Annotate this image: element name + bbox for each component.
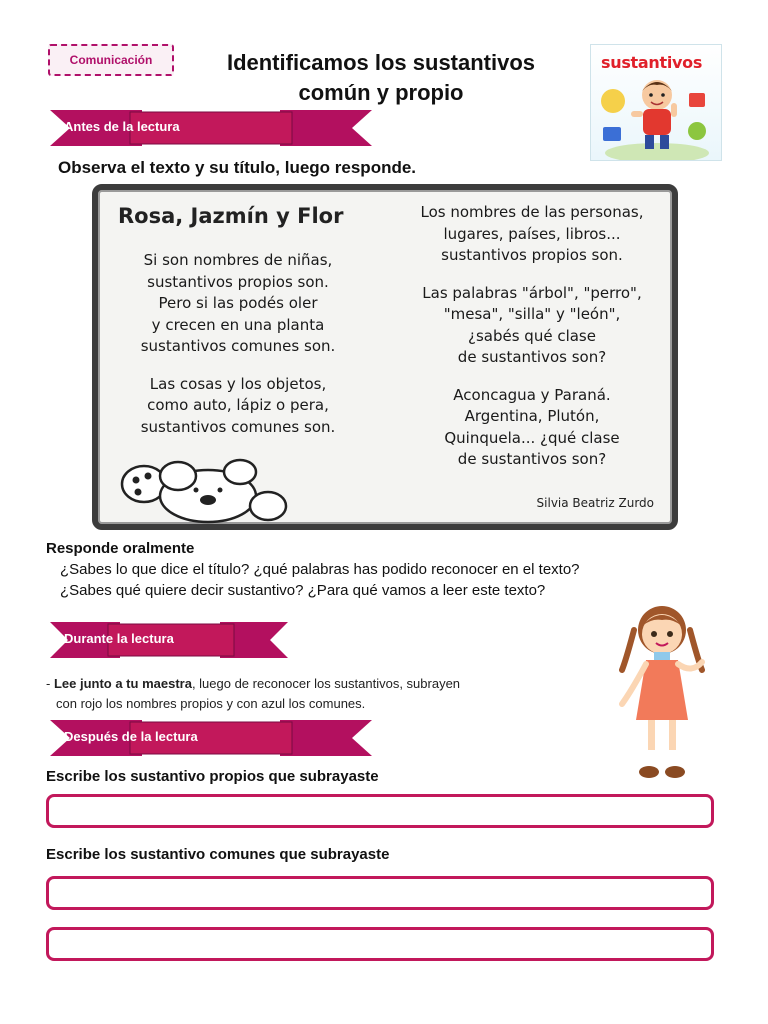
poem-line: Quinquela... ¿qué clase (444, 428, 620, 447)
common-nouns-answer-box-2[interactable] (46, 927, 714, 961)
page-title-line-1: Identificamos los sustantivos (226, 50, 536, 75)
oral-heading: Responde oralmente (46, 540, 195, 557)
poem-line: y crecen en una planta (151, 315, 325, 334)
poem-line: sustantivos propios son. (147, 272, 329, 291)
poem-left-column (118, 250, 358, 454)
poem-stanza (118, 374, 358, 439)
section-during-label: Durante la lectura (64, 631, 174, 646)
poem-line: Pero si las podés oler (158, 294, 318, 312)
poem-line: Aconcagua y Paraná. (453, 385, 611, 404)
proper-nouns-label: Escribe los sustantivo propios que subrayaste (46, 768, 379, 785)
ribbon-durante-la-lectura (50, 622, 288, 658)
subject-badge: Comunicación (48, 44, 174, 76)
reading-instruction: Observa el texto y su título, luego responde. (58, 158, 417, 177)
poem-line: lugares, países, libros... (443, 224, 621, 243)
common-nouns-answer-box-1[interactable] (46, 876, 714, 910)
poem-line: Las cosas y los objetos, (149, 374, 327, 393)
poem-stanza (398, 202, 666, 267)
proper-nouns-answer-box[interactable] (46, 794, 714, 828)
section-before-label: Antes de la lectura (64, 119, 180, 134)
note-bold: Lee junto a tu maestra (53, 676, 192, 691)
ribbon-despues-de-la-lectura (50, 720, 372, 756)
poem-line: como auto, lápiz o pera, (147, 396, 329, 414)
poem-line: Argentina, Plutón, (464, 407, 600, 425)
reading-passage (92, 184, 678, 530)
poem-stanza (398, 283, 666, 369)
note-prefix: - (46, 676, 54, 691)
page-title (186, 48, 576, 108)
ribbon-antes-de-la-lectura (50, 110, 372, 146)
poem-line: Los nombres de las personas, (420, 203, 644, 221)
oral-question: ¿Sabes lo que dice el título? ¿qué palabras has podido reconocer en el texto? (60, 561, 580, 578)
poem-line: de sustantivos son? (457, 450, 607, 468)
poem-title: Rosa, Jazmín y Flor (118, 204, 344, 228)
common-nouns-label: Escribe los sustantivo comunes que subrayaste (46, 846, 390, 863)
poem-line: Las palabras "árbol", "perro", (422, 283, 642, 302)
note-rest: , luego de reconocer los sustantivos, subrayen (191, 676, 461, 691)
note-line-2: con rojo los nombres propios y con azul los comunes. (56, 696, 366, 711)
sustantivos-illustration (590, 44, 722, 161)
poem-line: sustantivos propios son. (441, 246, 623, 264)
oral-question: ¿Sabes qué quiere decir sustantivo? ¿Para qué vamos a leer este texto? (60, 582, 546, 599)
poem-stanza (118, 250, 358, 358)
illustration-title: sustantivos (601, 53, 703, 72)
poem-line: ¿sabés qué clase (468, 326, 596, 345)
poem-right-column (398, 202, 666, 487)
during-instruction (46, 674, 566, 714)
poem-line: sustantivos comunes son. (140, 337, 336, 355)
section-after-label: Después de la lectura (64, 729, 198, 744)
poem-line: de sustantivos son? (457, 348, 607, 366)
girl-illustration-icon (612, 600, 712, 786)
poem-stanza (398, 385, 666, 471)
poem-line: "mesa", "silla" y "león", (443, 305, 621, 323)
poem-line: sustantivos comunes son. (140, 417, 336, 436)
poem-line: Si son nombres de niñas, (143, 251, 333, 269)
dog-drawing-icon (108, 446, 288, 526)
poem-author: Silvia Beatriz Zurdo (536, 496, 654, 510)
boy-with-books-icon (591, 45, 721, 160)
page-title-line-2: común y propio (298, 80, 464, 105)
